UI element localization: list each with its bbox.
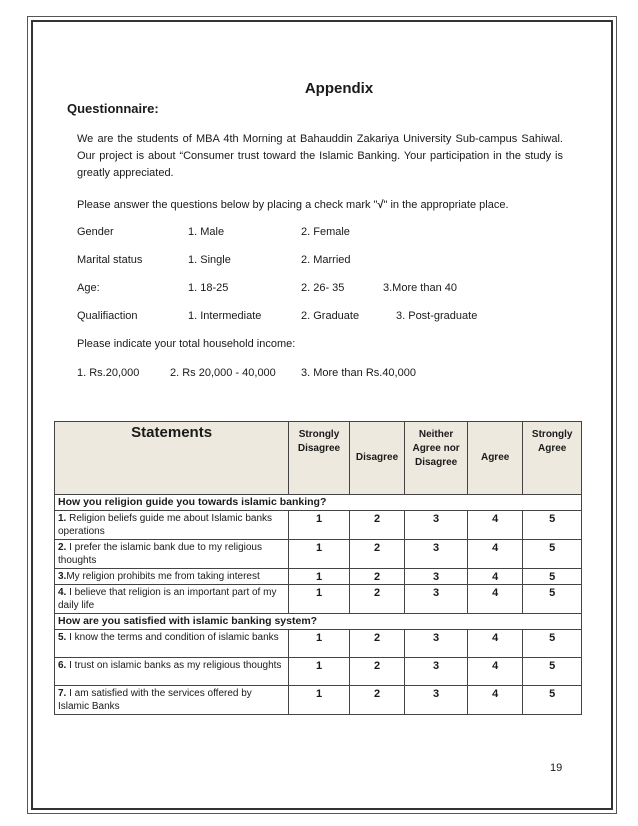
qualification-label: Qualifiaction: [77, 310, 138, 322]
qualification-option-1[interactable]: 1. Intermediate: [188, 310, 262, 322]
scale-1[interactable]: 1: [289, 630, 350, 658]
qualification-option-2[interactable]: 2. Graduate: [301, 310, 360, 322]
statement-7: 7. I am satisfied with the services offered by Islamic Banks: [55, 686, 289, 715]
scale-2[interactable]: 2: [349, 630, 405, 658]
page-number: 19: [550, 762, 563, 774]
intro-paragraph: We are the students of MBA 4th Morning at Bahauddin Zakariya University Sub-campus Sahiwal. Our project is about “Consumer trust toward the Islamic Banking. Your participation in the study is greatly appreciated.: [77, 133, 563, 179]
gender-label: Gender: [77, 226, 114, 238]
statement-1: 1. Religion beliefs guide me about Islamic banks operations: [55, 511, 289, 540]
table-row: [55, 658, 582, 686]
header-strongly-agree: Strongly Agree: [523, 422, 582, 495]
scale-5[interactable]: 5: [523, 540, 582, 569]
header-agree: Agree: [467, 422, 523, 495]
scale-4[interactable]: 4: [467, 686, 523, 715]
marital-option-single[interactable]: 1. Single: [188, 254, 231, 266]
scale-5[interactable]: 5: [523, 658, 582, 686]
age-option-2[interactable]: 2. 26- 35: [301, 282, 345, 294]
statement-6: 6. I trust on islamic banks as my religious thoughts: [55, 658, 289, 686]
scale-4[interactable]: 4: [467, 569, 523, 585]
section-row: [55, 614, 582, 630]
scale-2[interactable]: 2: [349, 540, 405, 569]
section-1-label: How you religion guide you towards islamic banking?: [55, 495, 582, 511]
qualification-option-3[interactable]: 3. Post-graduate: [396, 310, 478, 322]
table-row: [55, 585, 582, 614]
table-row: [55, 630, 582, 658]
scale-2[interactable]: 2: [349, 569, 405, 585]
table-row: [55, 686, 582, 715]
income-prompt: Please indicate your total household income:: [77, 338, 296, 350]
scale-1[interactable]: 1: [289, 658, 350, 686]
statement-2: 2. I prefer the islamic bank due to my religious thoughts: [55, 540, 289, 569]
scale-4[interactable]: 4: [467, 658, 523, 686]
scale-5[interactable]: 5: [523, 569, 582, 585]
header-statements: Statements: [55, 422, 289, 495]
scale-1[interactable]: 1: [289, 686, 350, 715]
scale-2[interactable]: 2: [349, 511, 405, 540]
table-header-row: [55, 422, 582, 495]
scale-5[interactable]: 5: [523, 585, 582, 614]
header-disagree: Disagree: [349, 422, 405, 495]
income-option-2[interactable]: 2. Rs 20,000 - 40,000: [170, 367, 276, 379]
page-title: Appendix: [304, 80, 374, 97]
scale-1[interactable]: 1: [289, 511, 350, 540]
statement-3: 3.My religion prohibits me from taking interest: [55, 569, 289, 585]
scale-5[interactable]: 5: [523, 686, 582, 715]
table-row: [55, 511, 582, 540]
scale-3[interactable]: 3: [405, 686, 468, 715]
table-row: [55, 569, 582, 585]
statements-table: [54, 421, 582, 715]
gender-option-female[interactable]: 2. Female: [301, 226, 350, 238]
income-option-3[interactable]: 3. More than Rs.40,000: [301, 367, 416, 379]
income-option-1[interactable]: 1. Rs.20,000: [77, 367, 140, 379]
statement-4: 4. I believe that religion is an important part of my daily life: [55, 585, 289, 614]
scale-5[interactable]: 5: [523, 511, 582, 540]
marital-label: Marital status: [77, 254, 143, 266]
scale-4[interactable]: 4: [467, 540, 523, 569]
scale-1[interactable]: 1: [289, 540, 350, 569]
scale-2[interactable]: 2: [349, 686, 405, 715]
section-row: [55, 495, 582, 511]
header-neither: Neither Agree nor Disagree: [405, 422, 468, 495]
statement-5: 5. I know the terms and condition of islamic banks: [55, 630, 289, 658]
check-mark: √: [377, 199, 384, 211]
scale-3[interactable]: 3: [405, 630, 468, 658]
scale-4[interactable]: 4: [467, 585, 523, 614]
scale-3[interactable]: 3: [405, 658, 468, 686]
table-row: [55, 540, 582, 569]
scale-1[interactable]: 1: [289, 585, 350, 614]
marital-option-married[interactable]: 2. Married: [301, 254, 351, 266]
age-label: Age:: [77, 282, 100, 294]
section-heading: Questionnaire:: [67, 101, 159, 116]
scale-2[interactable]: 2: [349, 658, 405, 686]
scale-3[interactable]: 3: [405, 585, 468, 614]
gender-option-male[interactable]: 1. Male: [188, 226, 225, 238]
age-option-1[interactable]: 1. 18-25: [188, 282, 229, 294]
header-strongly-disagree: Strongly Disagree: [289, 422, 350, 495]
instruction-text: Please answer the questions below by placing a check mark "√" in the appropriate place.: [77, 199, 509, 211]
scale-5[interactable]: 5: [523, 630, 582, 658]
scale-3[interactable]: 3: [405, 511, 468, 540]
scale-3[interactable]: 3: [405, 569, 468, 585]
scale-1[interactable]: 1: [289, 569, 350, 585]
scale-3[interactable]: 3: [405, 540, 468, 569]
scale-4[interactable]: 4: [467, 511, 523, 540]
section-2-label: How are you satisfied with islamic banking system?: [55, 614, 582, 630]
age-option-3[interactable]: 3.More than 40: [383, 282, 457, 294]
scale-4[interactable]: 4: [467, 630, 523, 658]
scale-2[interactable]: 2: [349, 585, 405, 614]
